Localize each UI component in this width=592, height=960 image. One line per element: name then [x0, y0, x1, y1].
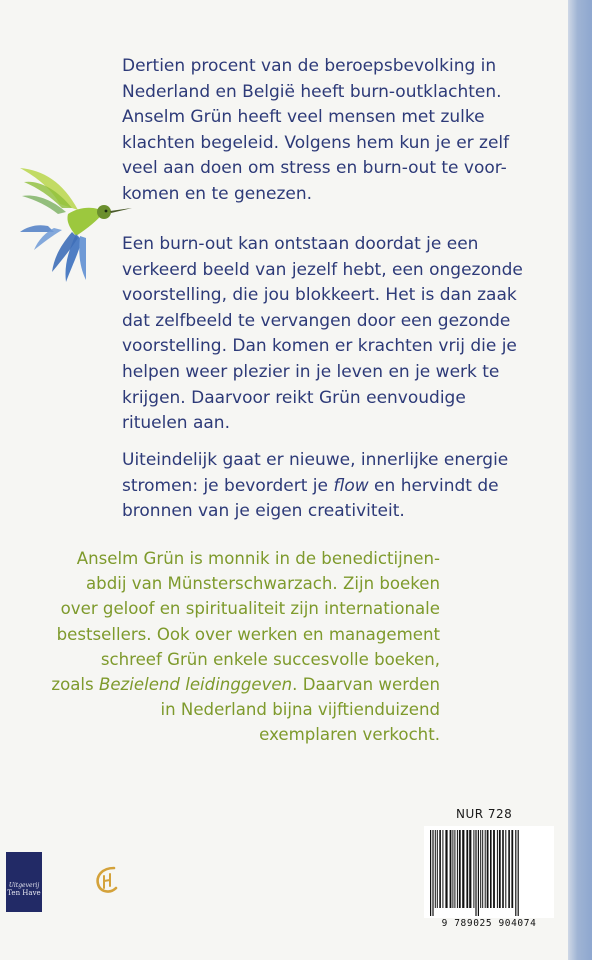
barcode-bar: [466, 830, 468, 908]
text-segment: . Daarvan werden: [292, 675, 440, 695]
barcode-guard-bar: [515, 830, 516, 916]
barcode-bar: [499, 830, 501, 908]
publisher-badge: [6, 852, 42, 912]
text-line: bestsellers. Ook over werken en management: [56, 624, 440, 644]
text-line: verkeerd beeld van jezelf hebt, een ongezonde: [122, 259, 523, 280]
text-line: schreef Grün enkele succesvolle boeken,: [100, 649, 440, 669]
barcode-guard-bar: [432, 830, 433, 916]
text-line: [122, 474, 522, 500]
text-line: abdij van Münsterschwarzach. Zijn boeken: [86, 574, 440, 594]
blurb-paragraph-2: [122, 232, 522, 437]
blurb-paragraph-3: [122, 448, 522, 525]
barcode-bar: [459, 830, 461, 908]
publisher-label: Uitgeverij: [8, 882, 40, 889]
nur-code: NUR 728: [456, 807, 513, 821]
text-line: Nederland en België heeft burn-outklachten.: [122, 81, 502, 102]
emphasis-flow: flow: [333, 475, 369, 496]
barcode-bar: [457, 830, 458, 908]
barcode-bar: [450, 830, 452, 908]
text-segment: en hervindt de: [368, 475, 499, 496]
barcode-bar: [508, 830, 510, 908]
blurb-paragraph-1: [122, 54, 522, 208]
barcode-bar: [482, 830, 483, 908]
text-line: bronnen van je eigen creativiteit.: [122, 501, 405, 522]
barcode-bar: [437, 830, 438, 908]
text-segment: zoals: [51, 675, 99, 695]
text-line: rituelen aan.: [122, 413, 230, 434]
barcode-guard-bar: [518, 830, 519, 916]
text-line: in Nederland bijna vijftienduizend: [160, 700, 440, 720]
text-line: veel aan doen om stress en burn-out te voor-: [122, 158, 507, 179]
text-line: Een burn-out kan ontstaan doordat je een: [122, 234, 479, 254]
barcode-guard-bar: [475, 830, 476, 916]
text-line: helpen weer plezier in je leven en je werk te: [122, 361, 500, 382]
barcode-bar: [480, 830, 481, 908]
barcode-bar: [445, 830, 447, 908]
barcode-guard-bar: [478, 830, 479, 916]
publisher-logo-icon: [90, 862, 124, 898]
barcode-bar: [505, 830, 506, 908]
text-line: klachten begeleid. Volgens hem kun je er zelf: [122, 132, 510, 153]
text-line: komen en te genezen.: [122, 183, 313, 204]
book-spine-edge: [568, 0, 592, 960]
text-line: Anselm Grün heeft veel mensen met zulke: [122, 107, 485, 128]
text-line: dat zelfbeeld te vervangen door een gezonde: [122, 310, 511, 331]
book-title-emphasis: Bezielend leidinggeven: [98, 675, 293, 695]
barcode-bar: [485, 830, 486, 908]
barcode-bar: [452, 830, 453, 908]
text-line: [20, 672, 440, 697]
barcode: [424, 826, 554, 918]
author-bio: [20, 546, 440, 748]
text-line: krijgen. Daarvoor reikt Grün eenvoudige: [122, 387, 466, 408]
barcode-bar: [487, 830, 489, 908]
barcode-bar: [454, 830, 455, 908]
barcode-bar: [442, 830, 443, 908]
text-line: over geloof en spiritualiteit zijn internationale: [60, 599, 440, 619]
barcode-bar: [493, 830, 495, 908]
hummingbird-illustration: [8, 162, 136, 290]
barcode-bar: [439, 830, 441, 908]
barcode-bar: [462, 830, 464, 908]
text-line: Anselm Grün is monnik in de benedictijnen-: [76, 549, 440, 568]
barcode-bar: [497, 830, 498, 908]
barcode-bar: [490, 830, 492, 908]
isbn-number: 9 789025 904074: [441, 918, 537, 929]
barcode-bar: [511, 830, 513, 908]
text-line: Uiteindelijk gaat er nieuwe, innerlijke energie: [122, 450, 509, 470]
text-line: Dertien procent van de beroepsbevolking in: [122, 56, 497, 76]
barcode-guard-bar: [430, 830, 431, 916]
barcode-bar: [469, 830, 471, 908]
text-line: voorstelling, die jou blokkeert. Het is dan zaak: [122, 285, 517, 306]
publisher-name: Ten Have: [7, 889, 41, 897]
barcode-bar: [435, 830, 436, 908]
text-line: voorstelling. Dan komen er krachten vrij die je: [122, 336, 517, 357]
barcode-bar: [473, 830, 474, 908]
text-segment: stromen: je bevordert je: [122, 475, 334, 496]
barcode-bar: [502, 830, 504, 908]
text-line: exemplaren verkocht.: [259, 725, 440, 745]
